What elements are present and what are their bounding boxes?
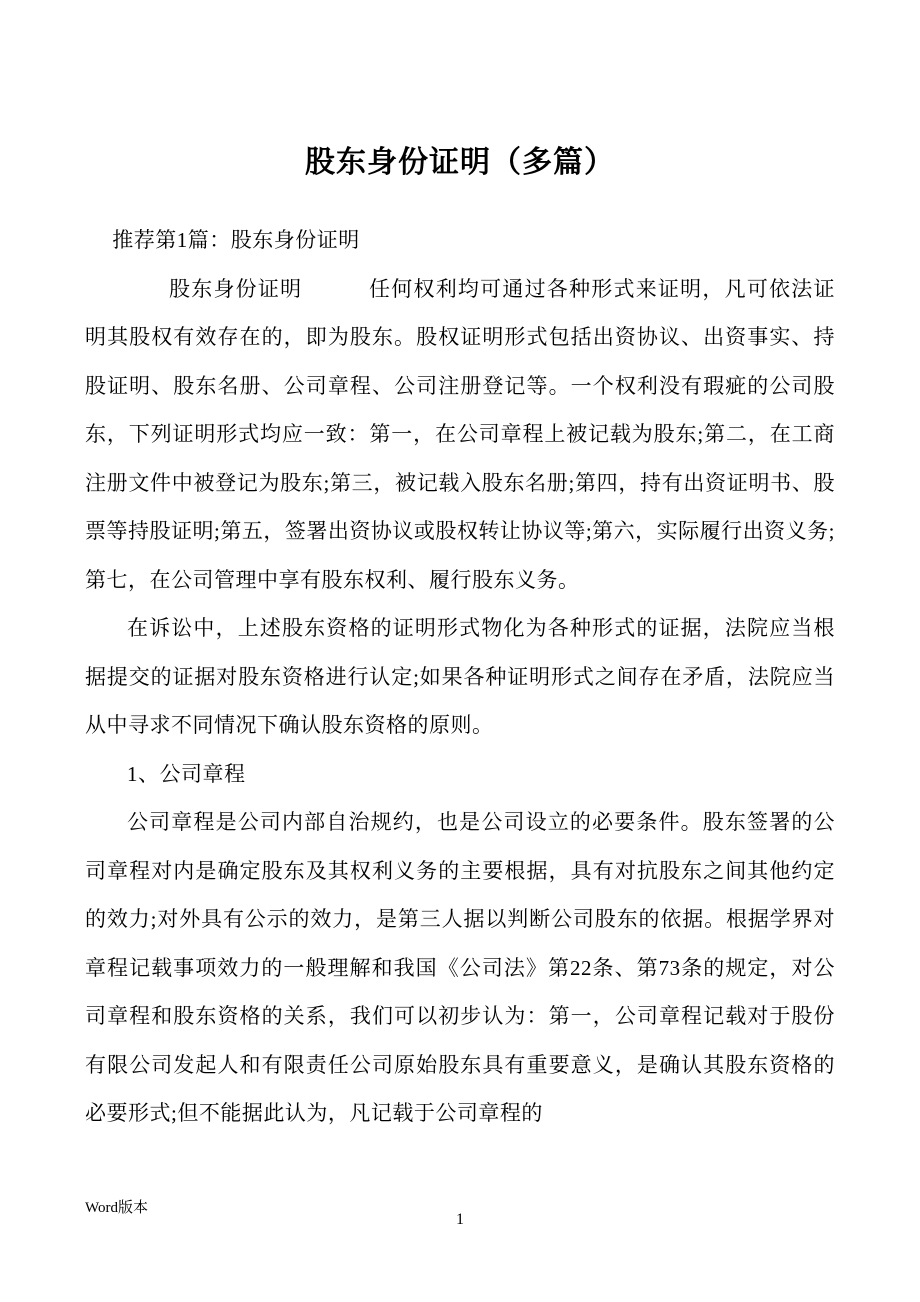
page-number: 1 (456, 1211, 464, 1228)
footer-word-version-label: Word版本 (85, 1200, 148, 1216)
document-body (85, 216, 835, 1138)
paragraph-litigation: 在诉讼中，上述股东资格的证明形式物化为各种形式的证据，法院应当根据提交的证据对股东资格进行认定;如果各种证明形式之间存在矛盾，法院应当从中寻求不同情况下确认股东资格的原则。 (85, 616, 835, 737)
paragraph-recommend-heading: 推荐第1篇：股东身份证明 (112, 228, 360, 252)
paragraph-shareholder-proof: 股东身份证明 任何权利均可通过各种形式来证明，凡可依法证明其股权有效存在的，即为股东。股权证明形式包括出资协议、出资事实、持股证明、股东名册、公司章程、公司注册登记等。一个权利没有瑕疵的公司股东，下列证明形式均应一致：第一，在公司章程上被记载为股东;第二，在工商注册文件中被登记为股东;第三，被记载入股东名册;第四，持有出资证明书、股票等持股证明;第五，签署出资协议或股权转让协议等;第六，实际履行出资义务;第七，在公司管理中享有股东权利、履行股东义务。 (85, 276, 836, 592)
paragraph-section-heading-articles: 1、公司章程 (127, 761, 246, 786)
paragraph-company-articles: 公司章程是公司内部自治规约，也是公司设立的必要条件。股东签署的公司章程对内是确定股东及其权利义务的主要根据，具有对抗股东之间其他约定的效力;对外具有公示的效力，是第三人据以判断公司股东的依据。根据学界对章程记载事项效力的一般理解和我国《公司法》第22条、第73条的规定，对公司章程和股东资格的关系，我们可以初步认为：第一，公司章程记载对于股份有限公司发起人和有限责任公司原始股东具有重要意义，是确认其股东资格的必要形式;但不能据此认为，凡记载于公司章程的 (85, 810, 835, 1125)
document-title: 股东身份证明（多篇） (305, 146, 615, 179)
